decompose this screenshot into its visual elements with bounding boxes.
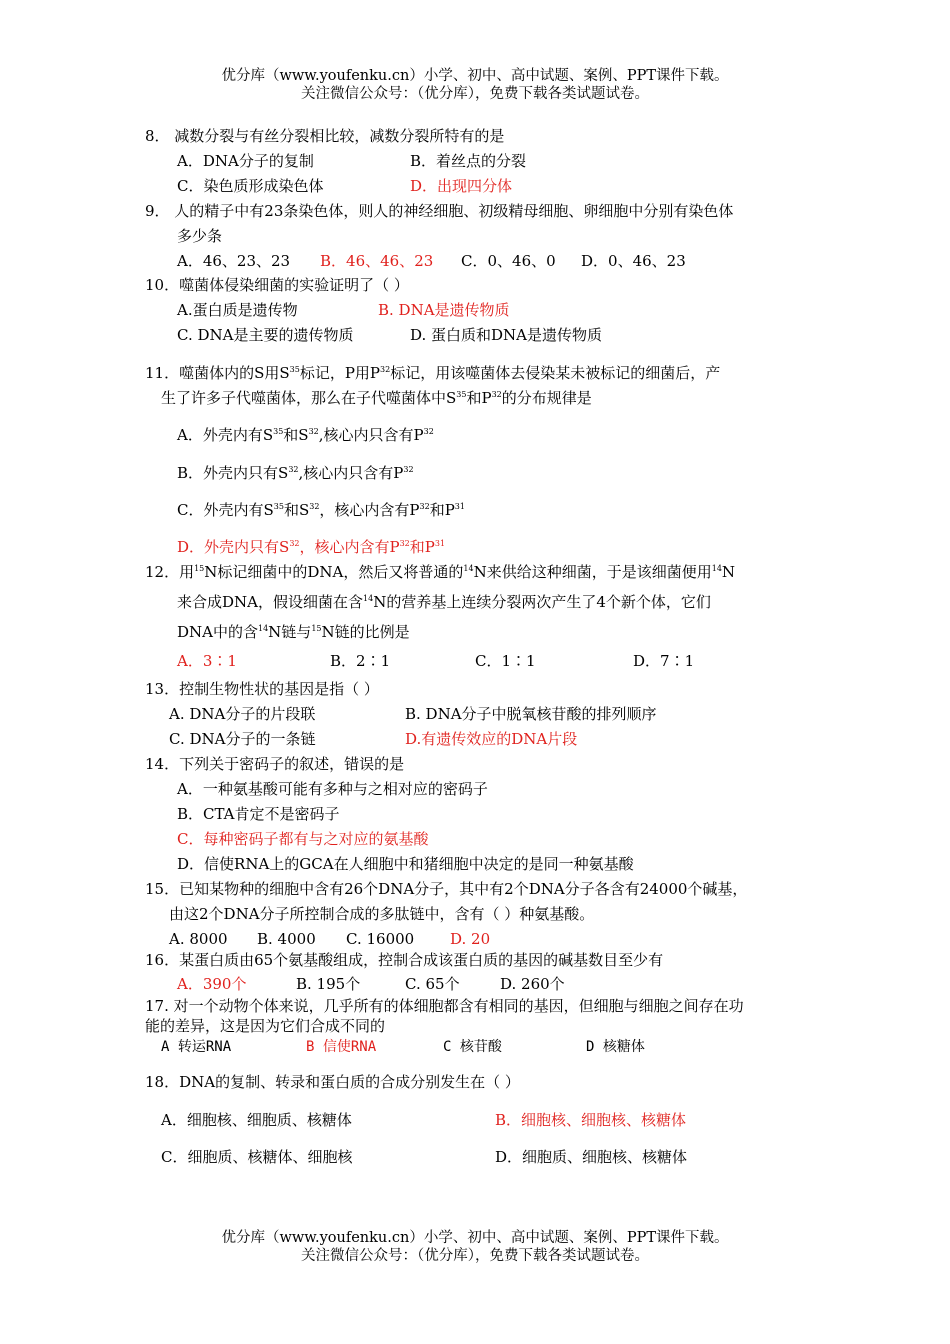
q15-stem-line2: 由这2个DNA分子所控制合成的多肽链中，含有（ ）种氨基酸。 xyxy=(169,905,595,923)
q17-option-d: D 核糖体 xyxy=(586,1039,645,1055)
q15-option-c: C. 16000 xyxy=(346,930,415,948)
q14-option-b: B．CTA肯定不是密码子 xyxy=(177,805,340,823)
q12-stem-line2: 来合成DNA，假设细菌在含$^{14}$N的营养基上连续分裂两次产生了4个新个体，它们 xyxy=(177,593,711,611)
q12-option-b: B．2∶1 xyxy=(330,652,391,670)
q8-stem: 8． 减数分裂与有丝分裂相比较，减数分裂所特有的是 xyxy=(145,127,505,145)
q15-option-a: A. 8000 xyxy=(169,930,228,948)
q11-option-b: B．外壳内只有$S^{32}$,核心内只含有$P^{32}$ xyxy=(177,464,414,482)
q18-option-b-answer: B．细胞核、细胞核、核糖体 xyxy=(495,1111,687,1129)
q18-option-d: D．细胞质、细胞核、核糖体 xyxy=(495,1148,688,1166)
q11-option-d-answer: D．外壳内只有$S^{32}$，核心内含有$P^{32}$和$P^{31}$ xyxy=(177,538,446,556)
q8-option-d-answer: D．出现四分体 xyxy=(410,177,513,195)
q11-option-a: A．外壳内有$S^{35}$和$S^{32}$,核心内只含有$P^{32}$ xyxy=(177,426,434,444)
header-line-2: 关注微信公众号：（优分库），免费下载各类试题试卷。 xyxy=(301,86,649,102)
page-header xyxy=(0,67,950,103)
q15-stem-line1: 15．已知某物种的细胞中含有26个DNA分子，其中有2个DNA分子各含有24000个碱基， xyxy=(145,880,748,898)
q13-stem: 13．控制生物性状的基因是指（ ） xyxy=(145,680,379,698)
q18-stem: 18．DNA的复制、转录和蛋白质的合成分别发生在（ ） xyxy=(145,1073,520,1091)
q9-option-c: C．0、46、0 xyxy=(461,252,556,270)
q14-option-d: D．信使RNA上的GCA在人细胞中和猪细胞中决定的是同一种氨基酸 xyxy=(177,855,634,873)
q17-option-c: C 核苷酸 xyxy=(443,1039,502,1055)
q9-option-b-answer: B．46、46、23 xyxy=(320,252,434,270)
q12-stem-line1: 12．用$^{15}$N标记细菌中的DNA，然后又将普通的$^{14}$N来供给这种细菌，于是该细菌便用$^{14}$N xyxy=(145,563,736,581)
q18-option-a: A．细胞核、细胞质、核糖体 xyxy=(161,1111,352,1129)
q12-option-d: D．7∶1 xyxy=(633,652,695,670)
footer-line-2: 关注微信公众号：（优分库），免费下载各类试题试卷。 xyxy=(301,1248,649,1264)
q12-option-c: C．1∶1 xyxy=(475,652,536,670)
q17-option-a: A 转运RNA xyxy=(161,1039,232,1055)
q9-option-a: A．46、23、23 xyxy=(177,252,291,270)
q17-stem-line2: 能的差异，这是因为它们合成不同的 xyxy=(145,1017,386,1035)
q12-stem-line3: DNA中的含$^{14}$N链与$^{15}$N链的比例是 xyxy=(177,623,410,641)
q10-option-a: A.蛋白质是遗传物 xyxy=(177,301,298,319)
q17-option-b-answer: B 信使RNA xyxy=(306,1039,377,1055)
q16-option-d: D. 260个 xyxy=(500,975,565,993)
q14-option-a: A．一种氨基酸可能有多种与之相对应的密码子 xyxy=(177,780,488,798)
q10-option-b-answer: B. DNA是遗传物质 xyxy=(378,301,510,319)
q13-option-c: C. DNA分子的一条链 xyxy=(169,730,316,748)
q17-stem-line1: 17. 对一个动物个体来说，几乎所有的体细胞都含有相同的基因，但细胞与细胞之间存在功 xyxy=(145,997,744,1015)
q10-option-d: D. 蛋白质和DNA是遗传物质 xyxy=(410,326,603,344)
q11-stem-line1: 11．噬菌体内的S用$S^{35}$标记，P用$P^{32}$标记，用该噬菌体去侵染某未被标记的细菌后，产 xyxy=(145,364,721,382)
q15-option-d-answer: D. 20 xyxy=(450,930,491,948)
q16-option-a-answer: A．390个 xyxy=(177,975,247,993)
q13-option-a: A. DNA分子的片段联 xyxy=(169,705,316,723)
q11-stem-line2: 生了许多子代噬菌体，那么在子代噬菌体中$S^{35}$和$P^{32}$的分布规律是 xyxy=(161,389,592,407)
q8-option-a: A．DNA分子的复制 xyxy=(177,152,314,170)
q15-option-b: B. 4000 xyxy=(257,930,316,948)
q16-option-c: C. 65个 xyxy=(405,975,460,993)
q16-stem: 16．某蛋白质由65个氨基酸组成，控制合成该蛋白质的基因的碱基数目至少有 xyxy=(145,951,664,969)
q11-option-c: C．外壳内有$S^{35}$和$S^{32}$，核心内含有$P^{32}$和$P^{31}$ xyxy=(177,501,465,519)
q9-stem-line2: 多少条 xyxy=(177,227,223,245)
q10-stem: 10．噬菌体侵染细菌的实验证明了（ ） xyxy=(145,276,409,294)
q13-option-b: B. DNA分子中脱氧核苷酸的排列顺序 xyxy=(405,705,657,723)
q9-option-d: D．0、46、23 xyxy=(581,252,686,270)
q14-option-c-answer: C．每种密码子都有与之对应的氨基酸 xyxy=(177,830,429,848)
q8-option-c: C．染色质形成染色体 xyxy=(177,177,324,195)
q13-option-d-answer: D.有遗传效应的DNA片段 xyxy=(405,730,578,748)
q9-stem-line1: 9． 人的精子中有23条染色体，则人的神经细胞、初级精母细胞、卵细胞中分别有染色体 xyxy=(145,202,734,220)
q10-option-c: C. DNA是主要的遗传物质 xyxy=(177,326,354,344)
footer-line-1: 优分库（www.youfenku.cn）小学、初中、高中试题、案例、PPT课件下载。 xyxy=(221,1230,729,1246)
page-footer xyxy=(0,1229,950,1265)
q18-option-c: C．细胞质、核糖体、细胞核 xyxy=(161,1148,353,1166)
q14-stem: 14．下列关于密码子的叙述，错误的是 xyxy=(145,755,405,773)
q12-option-a-answer: A．3∶1 xyxy=(177,652,237,670)
q8-option-b: B．着丝点的分裂 xyxy=(410,152,527,170)
q16-option-b: B. 195个 xyxy=(296,975,361,993)
header-line-1: 优分库（www.youfenku.cn）小学、初中、高中试题、案例、PPT课件下载。 xyxy=(221,68,729,84)
